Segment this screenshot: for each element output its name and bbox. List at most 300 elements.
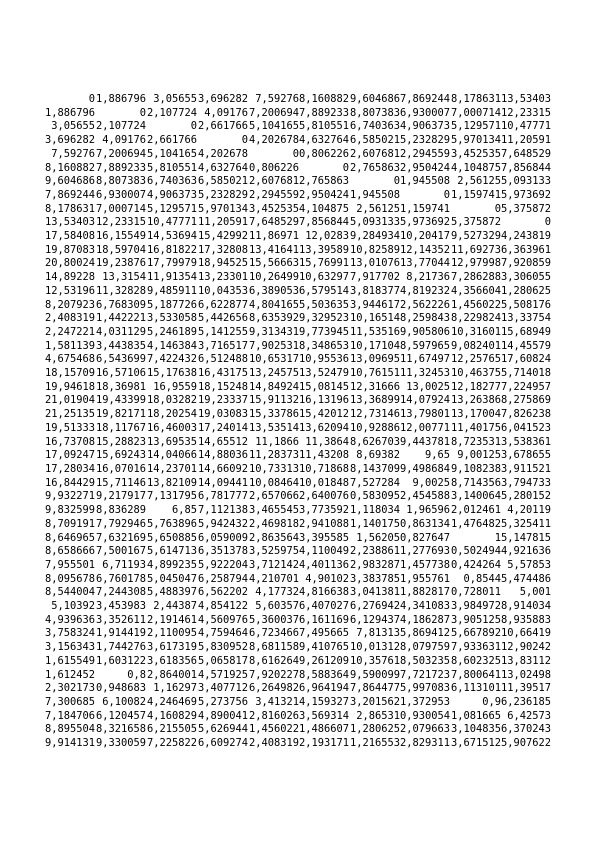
table-cell: 1,914419: [95, 627, 146, 640]
table-cell: 7,869244: [400, 93, 451, 105]
table-cell: 15,91132: [248, 394, 299, 407]
table-cell: 4,09176: [102, 134, 146, 147]
table-row: [44, 518, 551, 532]
table-cell: 2,107724: [95, 120, 146, 133]
table-cell: 3,533058: [146, 312, 197, 325]
table-cell: 2,110095: [146, 627, 197, 640]
table-cell: 12,73146: [349, 408, 400, 421]
table-cell: 10,92886: [349, 421, 400, 434]
table-cell: 0,424264: [450, 558, 501, 571]
table-cell: 10,73313: [248, 462, 299, 475]
table-cell: 1,442221: [95, 312, 146, 325]
table-body: [44, 93, 551, 751]
table-cell: 5,810551: [299, 120, 350, 133]
table-row: [44, 573, 551, 587]
table-cell: 9,905806: [400, 325, 451, 338]
table-cell: 11,67497: [400, 353, 451, 366]
table-cell: 2,238861: [349, 545, 400, 558]
table-cell: 5,232829: [400, 134, 451, 147]
table-cell: 8,681158: [248, 641, 299, 654]
table-cell: 10,35761: [349, 654, 400, 667]
table-cell: 14,04066: [146, 449, 197, 462]
table-cell: 4,854122: [197, 600, 248, 613]
table-cell: 9,329523: [299, 312, 350, 325]
table-cell: 5,60357: [255, 600, 299, 613]
table-cell: 7,889233: [299, 106, 350, 119]
table-cell: 0: [88, 93, 95, 105]
table-cell: 3,696282: [197, 93, 248, 105]
table-cell: 18,94525: [197, 257, 248, 270]
table-row: [44, 490, 551, 504]
table-cell: 8,626703: [349, 435, 400, 448]
table-cell: 12,53196: [44, 284, 95, 297]
table-cell: 10,65317: [248, 353, 299, 366]
table-cell: 2,562226: [400, 298, 451, 311]
table-cell: 3,569314: [299, 709, 350, 722]
table-cell: 8,178631: [44, 202, 95, 215]
table-cell: 3,758324: [44, 627, 95, 640]
table-cell: 10,95536: [299, 353, 350, 366]
table-cell: 4,146384: [146, 339, 197, 352]
table-cell: 14,53694: [146, 230, 197, 243]
table-cell: 11,20591: [197, 216, 248, 229]
table-cell: 8,658666: [44, 545, 95, 558]
table-row: [44, 203, 551, 217]
table-cell: 1,476482: [450, 517, 501, 530]
table-cell: 6,585021: [197, 175, 248, 188]
table-cell: 17,24014: [197, 421, 248, 434]
table-cell: 2,983287: [349, 558, 400, 571]
table-cell: 5,10392: [51, 600, 95, 613]
table-cell: 10,08464: [248, 476, 299, 489]
table-cell: 16,15549: [95, 230, 146, 243]
table-cell: 2,765863: [349, 161, 400, 174]
table-cell: 19,51333: [44, 421, 95, 434]
table-cell: 8,709191: [44, 517, 95, 530]
table-cell: 4,675468: [44, 353, 95, 366]
table-cell: 12,90242: [501, 641, 552, 654]
table-cell: 8,348653: [299, 339, 350, 352]
table-cell: 6,276942: [349, 600, 400, 613]
table-cell: 7,527284: [349, 476, 400, 489]
table-cell: 8,723531: [450, 435, 501, 448]
table-cell: 3,818377: [349, 284, 400, 297]
table-cell: 2,607681: [349, 147, 400, 160]
table-cell: 1,280625: [501, 284, 552, 297]
table-row: [44, 669, 551, 683]
table-cell: 5,065817: [197, 654, 248, 667]
table-cell: 10,76151: [349, 367, 400, 380]
table-cell: 3,905125: [450, 613, 501, 626]
table-cell: 15,68949: [501, 325, 552, 338]
table-cell: 10,01848: [299, 476, 350, 489]
table-cell: 9,604686: [349, 93, 400, 105]
table-cell: 5,360037: [248, 613, 299, 626]
table-cell: 2,863564: [248, 531, 299, 544]
table-cell: 4,632764: [197, 161, 248, 174]
table-cell: 10,71868: [299, 462, 350, 475]
table-cell: 2,191461: [146, 613, 197, 626]
table-row: [44, 299, 551, 313]
table-cell: 13,69535: [146, 435, 197, 448]
table-cell: 11,39517: [501, 682, 552, 695]
table-cell: 0,806226: [248, 161, 299, 174]
table-cell: 10,04353: [197, 284, 248, 297]
table-cell: 1,945508: [349, 188, 400, 201]
table-cell: 2,408319: [44, 312, 95, 325]
table-cell: 6,71193: [102, 558, 146, 571]
table-row: [44, 120, 551, 134]
table-cell: 7,902531: [248, 339, 299, 352]
table-cell: 13,79801: [400, 408, 451, 421]
table-cell: 12,00771: [400, 421, 451, 434]
table-cell: 12,0283: [305, 230, 349, 243]
table-cell: 5,970134: [450, 134, 501, 147]
table-cell: 7,422432: [146, 353, 197, 366]
table-cell: 2,864001: [146, 668, 197, 681]
table-cell: 4,031129: [95, 325, 146, 338]
table-cell: 8,914034: [501, 600, 552, 613]
table-cell: 5,442656: [197, 312, 248, 325]
table-cell: 4,906373: [146, 188, 197, 201]
table-cell: 9,832599: [44, 504, 95, 517]
table-cell: 0: [494, 202, 501, 215]
table-cell: 6,723466: [248, 627, 299, 640]
table-cell: 1,615549: [44, 654, 95, 667]
table-cell: 2,86531: [356, 709, 400, 722]
table-cell: 5,973692: [400, 216, 451, 229]
table-cell: 7,112138: [197, 504, 248, 517]
table-cell: 7,184706: [44, 709, 95, 722]
table-cell: 1,140175: [349, 517, 400, 530]
table-cell: 9,410765: [299, 641, 350, 654]
table-cell: 4,804165: [248, 298, 299, 311]
table-cell: 18,03282: [146, 394, 197, 407]
table-cell: 5,942432: [197, 517, 248, 530]
table-cell: 16,9559: [153, 380, 197, 393]
table-cell: 14,09441: [197, 476, 248, 489]
table-cell: 1,280625: [349, 723, 400, 736]
table-cell: 4,09176: [204, 106, 248, 119]
table-cell: 13,33754: [501, 312, 552, 325]
table-cell: 1,886796: [95, 93, 146, 105]
table-cell: 6,543699: [95, 353, 146, 366]
table-cell: 8,635392: [248, 312, 299, 325]
table-cell: 2,56125: [356, 202, 400, 215]
table-cell: 8,207923: [44, 298, 95, 311]
table-cell: 10,47771: [501, 120, 552, 133]
table-row: [44, 107, 551, 121]
table-cell: 13,09695: [349, 353, 400, 366]
table-cell: 8,807383: [95, 175, 146, 188]
table-cell: 5,273756: [197, 695, 248, 708]
table-cell: 6,351378: [197, 545, 248, 558]
table-cell: 16,13196: [299, 394, 350, 407]
table-cell: 6,258794: [197, 572, 248, 585]
table-cell: 5,650885: [146, 531, 197, 544]
table-row: [44, 422, 551, 436]
table-cell: 7,920859: [501, 257, 552, 270]
table-cell: 1,603122: [95, 654, 146, 667]
table-cell: 13,53403: [501, 93, 552, 105]
table-row: [44, 340, 551, 354]
table-cell: 13,3154: [102, 271, 146, 284]
table-cell: 3,716517: [197, 339, 248, 352]
table-cell: 1,456022: [248, 723, 299, 736]
table-cell: 13,36899: [349, 394, 400, 407]
table-cell: 15,08145: [299, 380, 350, 393]
table-cell: 18,11767: [95, 421, 146, 434]
table-cell: 7,648529: [248, 216, 299, 229]
table-cell: 6,363961: [501, 243, 552, 256]
table-cell: 0,948683: [95, 682, 146, 695]
table-cell: 5,626944: [197, 723, 248, 736]
table-cell: 1,581139: [44, 339, 95, 352]
table-cell: 0,806226: [299, 147, 350, 160]
table-cell: 15,42992: [197, 230, 248, 243]
table-cell: 11,40175: [450, 421, 501, 434]
table-cell: 9,313431: [248, 325, 299, 338]
table-cell: 6,264982: [248, 682, 299, 695]
table-cell: 4,202678: [197, 147, 248, 160]
table-row: [44, 614, 551, 628]
table-cell: 19,43399: [95, 394, 146, 407]
table-cell: 6,236185: [501, 695, 552, 708]
table-cell: 11,32828: [95, 284, 146, 297]
table-cell: 5,129571: [450, 120, 501, 133]
table-cell: 8,160882: [299, 93, 350, 105]
table-cell: 1,945508: [400, 175, 451, 188]
table-cell: 9,932271: [44, 490, 95, 503]
table-row: [44, 162, 551, 176]
table-cell: 1,216553: [349, 737, 400, 750]
table-cell: 7,632169: [95, 531, 146, 544]
table-cell: 1,457738: [400, 558, 451, 571]
table-cell: 4,632764: [299, 134, 350, 147]
table-cell: 6,585021: [349, 134, 400, 147]
table-row: [44, 532, 551, 546]
table-row: [44, 230, 551, 244]
table-row: [44, 559, 551, 573]
table-cell: 16,43175: [197, 367, 248, 380]
table-cell: 9,498684: [400, 462, 451, 475]
table-cell: 3,407712: [197, 682, 248, 695]
table-cell: 0,863134: [400, 517, 451, 530]
table-cell: 3,306055: [501, 271, 552, 284]
table-cell: 3,944617: [349, 298, 400, 311]
table-cell: 21,01904: [44, 394, 95, 407]
table-cell: 7,500167: [95, 545, 146, 558]
table-cell: 1,456022: [450, 298, 501, 311]
table-cell: 6,768309: [95, 298, 146, 311]
table-cell: 7,000714: [95, 202, 146, 215]
table-cell: 1,277693: [400, 545, 451, 558]
table-cell: 2,56125: [457, 175, 501, 188]
table-cell: 5,147815: [501, 531, 552, 544]
table-cell: 8,095678: [44, 572, 95, 585]
table-cell: 7,81313: [356, 627, 400, 640]
table-cell: 10,66419: [501, 627, 552, 640]
distance-matrix-table: [44, 93, 551, 751]
table-cell: 7,933631: [450, 641, 501, 654]
table-cell: 11,3864: [305, 435, 349, 448]
table-cell: 3,352611: [95, 613, 146, 626]
table-cell: 5,503635: [299, 298, 350, 311]
table-cell: 8,836289: [95, 504, 146, 517]
table-cell: 3,140064: [450, 490, 501, 503]
table-cell: 10,26499: [248, 271, 299, 284]
table-cell: 2,012461: [450, 504, 501, 517]
table-cell: 13,62094: [299, 421, 350, 434]
table-cell: 18,36981: [95, 380, 146, 393]
table-cell: 16,57106: [95, 367, 146, 380]
table-cell: 7,244308: [95, 586, 146, 599]
table-cell: 9,527329: [450, 230, 501, 243]
table-cell: 2,107724: [146, 106, 197, 119]
table-cell: 8,160882: [44, 161, 95, 174]
table-row: [44, 394, 551, 408]
table-cell: 6,389053: [248, 284, 299, 297]
table-cell: 11,1866: [255, 435, 299, 448]
table-cell: 4,356604: [450, 284, 501, 297]
table-cell: 8,229824: [450, 312, 501, 325]
table-row: [44, 257, 551, 271]
table-row: [44, 148, 551, 162]
table-row: [44, 586, 551, 600]
table-cell: 11,43208: [299, 449, 350, 462]
table-cell: 14,66092: [197, 462, 248, 475]
table-cell: 13,82109: [146, 476, 197, 489]
table-cell: 3,465545: [248, 504, 299, 517]
table-cell: 2,950424: [299, 188, 350, 201]
table-cell: 11,91354: [146, 271, 197, 284]
table-cell: 2,661766: [197, 120, 248, 133]
table-cell: 5,093133: [349, 216, 400, 229]
table-cell: 10,47771: [146, 216, 197, 229]
table-cell: 3,678655: [501, 449, 552, 462]
table-cell: 15,42012: [299, 408, 350, 421]
table-cell: 9,65: [424, 449, 450, 462]
table-cell: 9,108238: [450, 462, 501, 475]
table-cell: 16,07016: [95, 462, 146, 475]
table-cell: 12,14352: [400, 243, 451, 256]
table-cell: 0: [544, 216, 551, 229]
table-cell: 2,408319: [248, 737, 299, 750]
table-cell: 2,44387: [153, 600, 197, 613]
table-row: [44, 271, 551, 285]
table-cell: 15,56663: [248, 257, 299, 270]
table-cell: 4,571925: [197, 668, 248, 681]
table-cell: 2,829311: [400, 737, 451, 750]
table-cell: 13,23301: [197, 271, 248, 284]
table-cell: 5,57853: [507, 558, 551, 571]
table-cell: 7,800641: [450, 668, 501, 681]
table-row: [44, 737, 551, 751]
table-cell: 1,886796: [44, 106, 95, 119]
table-cell: 3,911521: [501, 462, 552, 475]
table-cell: 7,889233: [95, 161, 146, 174]
table-cell: 3,452535: [450, 147, 501, 160]
table-cell: 15,33786: [248, 408, 299, 421]
table-cell: 7,856844: [501, 161, 552, 174]
table-cell: 3,671512: [450, 737, 501, 750]
table-cell: 5,187726: [146, 298, 197, 311]
table-cell: 12,23315: [501, 106, 552, 119]
table-cell: 7,856844: [299, 216, 350, 229]
table-cell: 6,161169: [299, 613, 350, 626]
table-row: [44, 408, 551, 422]
table-cell: 18,15248: [197, 380, 248, 393]
table-cell: 1,96596: [406, 504, 450, 517]
table-cell: 14,84924: [248, 380, 299, 393]
table-row: [44, 134, 551, 148]
table-cell: 13,53403: [44, 216, 95, 229]
table-cell: 4,890041: [197, 709, 248, 722]
table-cell: 12,18277: [450, 380, 501, 393]
table-cell: 2,302173: [44, 682, 95, 695]
table-row: [44, 696, 551, 710]
table-cell: 4,90102: [305, 572, 349, 585]
table-cell: 16,73708: [44, 435, 95, 448]
table-cell: 9,443781: [400, 435, 451, 448]
table-cell: 14,23701: [146, 462, 197, 475]
table-cell: 6,930007: [400, 106, 451, 119]
table-cell: 3,617319: [146, 641, 197, 654]
table-row: [44, 504, 551, 518]
table-cell: 5,280152: [501, 490, 552, 503]
table-cell: 15,69243: [95, 449, 146, 462]
table-cell: 9,330059: [95, 737, 146, 750]
table-cell: 0,583095: [349, 490, 400, 503]
table-cell: 11,86971: [248, 230, 299, 243]
table-row: [44, 710, 551, 724]
table-cell: 8,807383: [349, 106, 400, 119]
table-cell: 0: [190, 120, 197, 133]
table-cell: 4,759464: [197, 627, 248, 640]
table-cell: 2,294559: [400, 147, 451, 160]
table-cell: 7,792946: [95, 517, 146, 530]
table-cell: 13,41641: [248, 243, 299, 256]
table-cell: 4,921636: [501, 545, 552, 558]
table-cell: 5,907622: [501, 737, 552, 750]
table-cell: 4,341083: [400, 600, 451, 613]
table-cell: 8,895504: [44, 723, 95, 736]
table-cell: 14,45579: [501, 339, 552, 352]
table-cell: 7,920227: [248, 668, 299, 681]
table-cell: 3,794733: [501, 476, 552, 489]
table-cell: 13,01076: [349, 257, 400, 270]
table-cell: 5,714018: [501, 367, 552, 380]
table-cell: 3,696282: [44, 134, 95, 147]
table-cell: 3,395585: [299, 531, 350, 544]
table-cell: 13,83112: [501, 654, 552, 667]
table-row: [44, 216, 551, 230]
table-cell: 6,512488: [197, 353, 248, 366]
table-cell: 4,160829: [146, 709, 197, 722]
table-cell: 15,71146: [95, 476, 146, 489]
table-cell: 5,667892: [450, 627, 501, 640]
table-cell: 2,816026: [248, 709, 299, 722]
table-cell: 16,84429: [44, 476, 95, 489]
table-cell: 1,744276: [95, 641, 146, 654]
table-cell: 0: [393, 175, 400, 188]
table-cell: 19,23876: [95, 257, 146, 270]
table-cell: 9,284934: [349, 230, 400, 243]
table-cell: 2,193171: [299, 737, 350, 750]
table-cell: 5,375872: [501, 202, 552, 215]
table-cell: 10,31601: [450, 325, 501, 338]
table-cell: 4,17732: [255, 586, 299, 599]
